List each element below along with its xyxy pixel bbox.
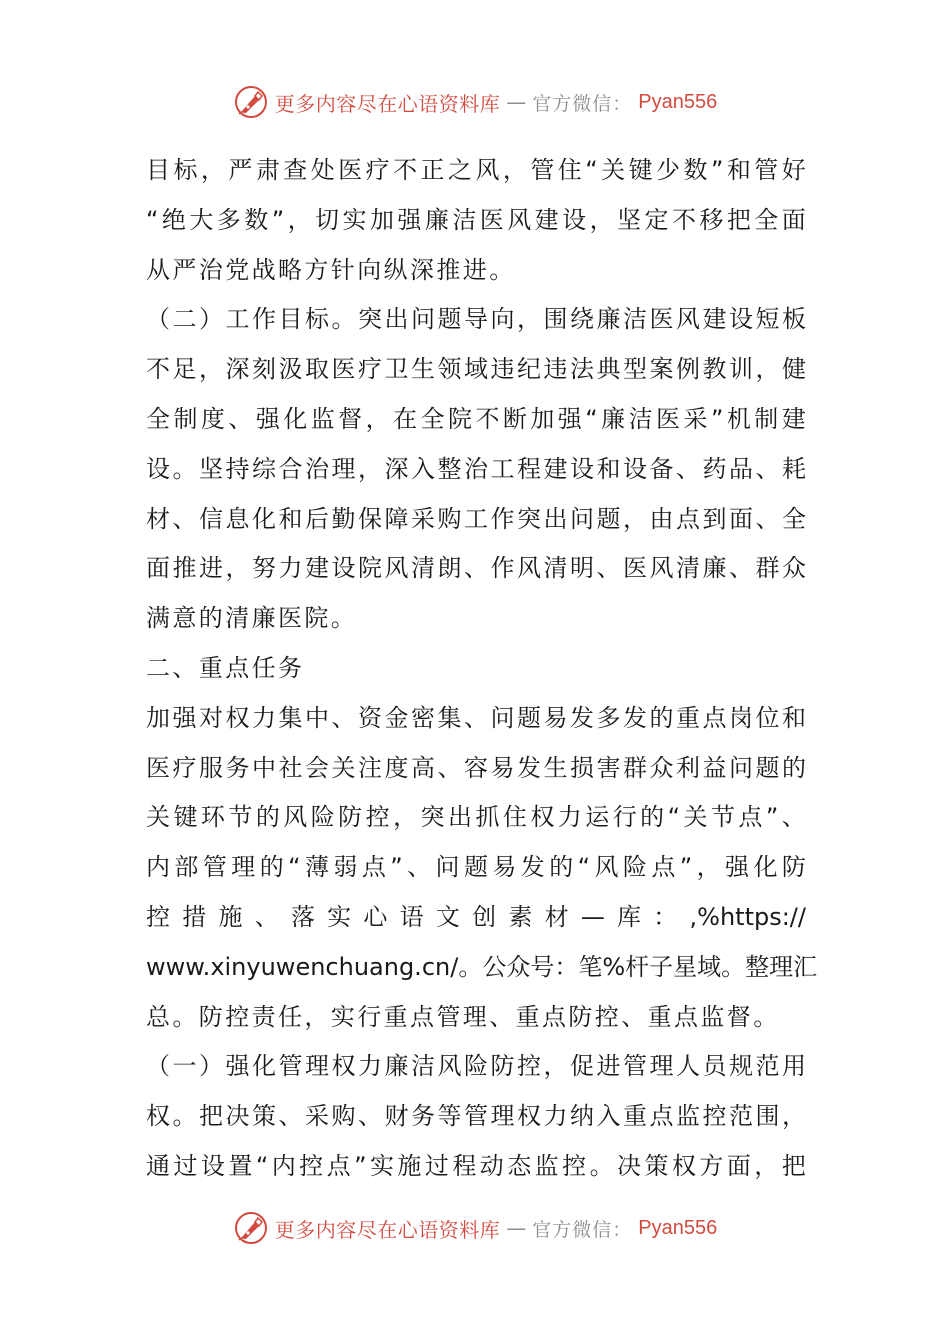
text-line: 面 推 进 ， 努 力 建 设 院 风 清 朗 、 作 风 清 明 、 医 风 清 廉 、 群 众 xyxy=(146,554,806,583)
banner-wechat-label: 官方微信： xyxy=(532,92,633,115)
text-line: 医 疗 服 务 中 社 会 关 注 度 高 、 容 易 发 生 损 害 群 众 利 益 问 题 的 xyxy=(146,753,806,782)
document-body xyxy=(146,146,818,1192)
text-line: 总。防控责任，实行重点管理、重点防控、重点监督。 xyxy=(146,1002,780,1031)
text-line: （ 一 ） 强 化 管 理 权 力 廉 洁 风 险 防 控 ， 促 进 管 理 人 员 规 范 用 xyxy=(146,1052,806,1081)
banner-separator: — xyxy=(506,1216,527,1240)
banner-wechat-label: 官方微信： xyxy=(532,1218,633,1241)
banner-wechat-id: Pyan556 xyxy=(638,1216,718,1239)
text-line: 内 部 管 理 的 “ 薄 弱 点 ” 、 问 题 易 发 的 “ 风 险 点 ” ， 强 化 防 xyxy=(146,853,806,882)
banner-separator: — xyxy=(506,90,527,114)
header-watermark-banner xyxy=(0,80,950,124)
banner-wechat-id: Pyan556 xyxy=(638,90,718,113)
text-line: 不 足 ， 深 刻 汲 取 医 疗 卫 生 领 域 违 纪 违 法 典 型 案 例 教 训 ， 健 xyxy=(146,355,806,384)
text-line: 二、重点任务 xyxy=(146,653,305,682)
text-line: （ 二 ） 工 作 目 标 。 突 出 问 题 导 向 ， 围 绕 廉 洁 医 风 建 设 短 板 xyxy=(146,305,806,334)
text-line: 目 标 ， 严 肃 查 处 医 疗 不 正 之 风 ， 管 住 “ 关 键 少 数 ” 和 管 好 xyxy=(146,156,806,184)
text-line: 控 措 施 、 落 实 心 语 文 创 素 材 — 库 ： ,%https:// xyxy=(146,902,806,931)
text-line: 设 。 坚 持 综 合 治 理 ， 深 入 整 治 工 程 建 设 和 设 备 、 药 品 、 耗 xyxy=(146,454,806,483)
text-line: 全 制 度 、 强 化 监 督 ， 在 全 院 不 断 加 强 “ 廉 洁 医 采 ” 机 制 建 xyxy=(146,404,806,433)
footer-watermark-banner xyxy=(0,1206,950,1250)
text-line: 权 。 把 决 策 、 采 购 、 财 务 等 管 理 权 力 纳 入 重 点 监 控 范 围 ， xyxy=(146,1102,806,1131)
text-line: 通 过 设 置 “ 内 控 点 ” 实 施 过 程 动 态 监 控 。 决 策 权 方 面 ， 把 xyxy=(146,1151,806,1180)
text-line: www.xinyuwenchuang.cn/ 。 公 众 号 ： 笔 % 杆 子 星 域 。 整 理 汇 xyxy=(146,952,818,981)
text-line: 从严治党战略方针向纵深推进。 xyxy=(146,255,516,284)
text-line: 加 强 对 权 力 集 中 、 资 金 密 集 、 问 题 易 发 多 发 的 重 点 岗 位 和 xyxy=(146,703,806,732)
pen-nib-logo-icon xyxy=(233,1210,269,1246)
text-line: “ 绝 大 多 数 ” ， 切 实 加 强 廉 洁 医 风 建 设 ， 坚 定 不 移 把 全 面 xyxy=(146,205,806,234)
banner-main-text: 更多内容尽在心语资料库 xyxy=(274,1217,501,1242)
text-line: 满意的清廉医院。 xyxy=(146,604,358,633)
pen-nib-logo-icon xyxy=(233,84,269,120)
text-line: 材 、 信 息 化 和 后 勤 保 障 采 购 工 作 突 出 问 题 ， 由 点 到 面 、 全 xyxy=(146,504,806,533)
text-line: 关 键 环 节 的 风 险 防 控 ， 突 出 抓 住 权 力 运 行 的 “ 关 节 点 ” 、 xyxy=(146,803,806,832)
banner-main-text: 更多内容尽在心语资料库 xyxy=(274,91,501,116)
